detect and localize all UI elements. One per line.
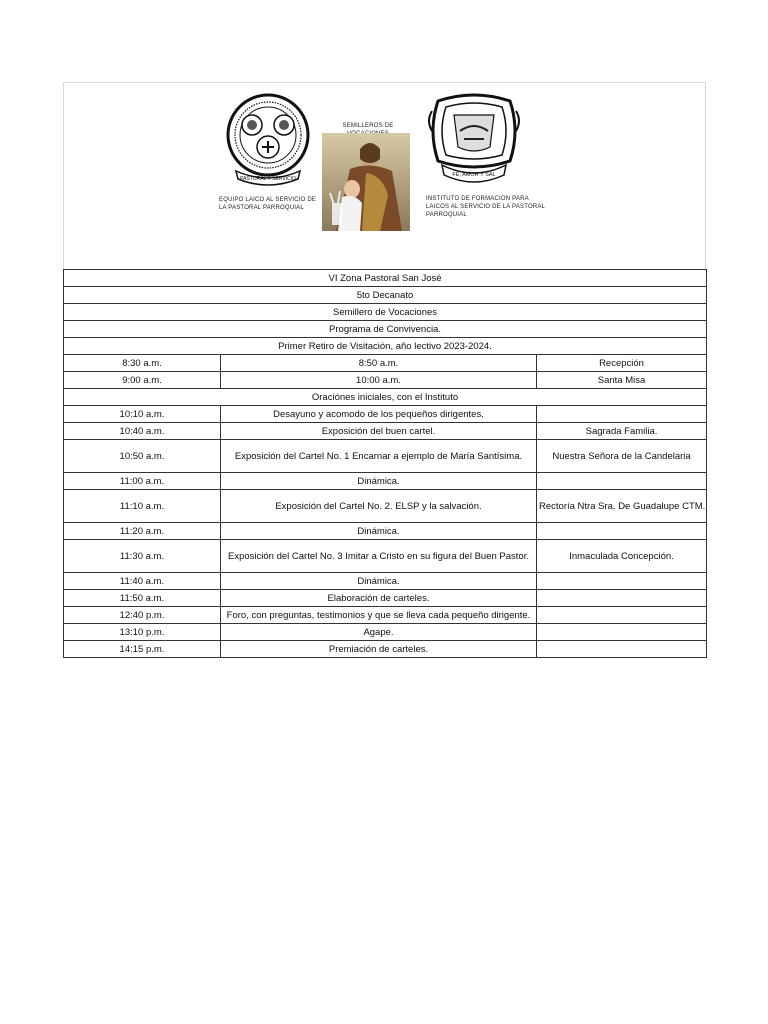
right-logo-caption: INSTITUTO DE FORMACION PARA LAICOS AL SERVICIO DE LA PASTORAL PARROQUIAL (426, 196, 545, 218)
left-logo-ribbon-text: PASTORAL Y SERVICIO (240, 176, 296, 182)
time-cell: 11:50 a.m. (64, 590, 221, 607)
time-cell: 11:00 a.m. (64, 473, 221, 490)
time-cell: 11:30 a.m. (64, 540, 221, 573)
time-cell: 10:40 a.m. (64, 423, 221, 440)
time-cell: 11:40 a.m. (64, 573, 221, 590)
saint-joseph-image (322, 133, 410, 231)
responsible-cell (537, 473, 707, 490)
right-logo-ribbon-text: FE, AMOR Y SAL (452, 172, 496, 178)
table-row (64, 523, 707, 540)
activity-cell: Premiación de carteles. (221, 641, 537, 658)
responsible-cell (537, 624, 707, 641)
title-cell: Semillero de Vocaciones (64, 304, 707, 321)
activity-cell: Dinámica. (221, 473, 537, 490)
responsible-cell (537, 573, 707, 590)
title-row (64, 338, 707, 355)
responsible-cell: Santa Misa (537, 372, 707, 389)
time-cell: 12:40 p.m. (64, 607, 221, 624)
time-cell: 11:20 a.m. (64, 523, 221, 540)
activity-cell: Exposición del Cartel No. 2. ELSP y la salvación. (221, 490, 537, 523)
activity-cell: 10:00 a.m. (221, 372, 537, 389)
title-row (64, 287, 707, 304)
table-row (64, 641, 707, 658)
title-cell: VI Zona Pastoral San José (64, 270, 707, 287)
table-row (64, 423, 707, 440)
left-logo-caption: EQUIPO LAICO AL SERVICIO DE LA PASTORAL PARROQUIAL (219, 197, 317, 211)
responsible-cell: Inmaculada Concepción. (537, 540, 707, 573)
table-row (64, 372, 707, 389)
responsible-cell (537, 641, 707, 658)
equipo-laico-seal-logo (222, 93, 314, 193)
table-row (64, 406, 707, 423)
activity-cell: Foro, con preguntas, testimonios y que se lleva cada pequeño dirigente. (221, 607, 537, 624)
center-image-caption: SEMILLEROS DE (342, 123, 394, 129)
activity-cell: Dinámica. (221, 573, 537, 590)
full-width-cell: Oraciónes iniciales, con el Instituto (64, 389, 707, 406)
time-cell: 14:15 p.m. (64, 641, 221, 658)
responsible-cell: Sagrada Familia. (537, 423, 707, 440)
schedule-table (63, 269, 707, 658)
title-row (64, 321, 707, 338)
title-cell: Programa de Convivencia. (64, 321, 707, 338)
time-cell: 10:50 a.m. (64, 440, 221, 473)
responsible-cell: Rectoría Ntra Sra. De Guadalupe CTM. (537, 490, 707, 523)
title-cell: 5to Decanato (64, 287, 707, 304)
time-cell: 10:10 a.m. (64, 406, 221, 423)
activity-cell: 8:50 a.m. (221, 355, 537, 372)
table-row (64, 624, 707, 641)
time-cell: 11:10 a.m. (64, 490, 221, 523)
responsible-cell (537, 590, 707, 607)
document-header (63, 82, 706, 269)
title-row (64, 270, 707, 287)
activity-cell: Dinámica. (221, 523, 537, 540)
activity-cell: Agape. (221, 624, 537, 641)
responsible-cell: Nuestra Señora de la Candelaria (537, 440, 707, 473)
activity-cell: Exposición del buen cartel. (221, 423, 537, 440)
responsible-cell (537, 607, 707, 624)
table-row (64, 573, 707, 590)
table-row (64, 440, 707, 473)
table-row (64, 355, 707, 372)
responsible-cell (537, 406, 707, 423)
time-cell: 13:10 p.m. (64, 624, 221, 641)
responsible-cell: Recepción (537, 355, 707, 372)
activity-cell: Elaboración de carteles. (221, 590, 537, 607)
title-cell: Primer Retiro de Visitación, año lectivo 2023-2024. (64, 338, 707, 355)
table-row (64, 607, 707, 624)
activity-cell: Exposición del Cartel No. 3 Imitar a Cristo en su figura del Buen Pastor. (221, 540, 537, 573)
table-row (64, 389, 707, 406)
time-cell: 9:00 a.m. (64, 372, 221, 389)
table-row (64, 490, 707, 523)
document-sheet (63, 82, 706, 658)
responsible-cell (537, 523, 707, 540)
activity-cell: Desayuno y acomodo de los pequeños dirigentes. (221, 406, 537, 423)
table-row (64, 590, 707, 607)
table-row (64, 540, 707, 573)
schedule-table-body (64, 270, 707, 658)
time-cell: 8:30 a.m. (64, 355, 221, 372)
table-row (64, 473, 707, 490)
title-row (64, 304, 707, 321)
activity-cell: Exposición del Cartel No. 1 Encarnar a ejemplo de María Santísima. (221, 440, 537, 473)
instituto-seal-logo (424, 91, 524, 191)
